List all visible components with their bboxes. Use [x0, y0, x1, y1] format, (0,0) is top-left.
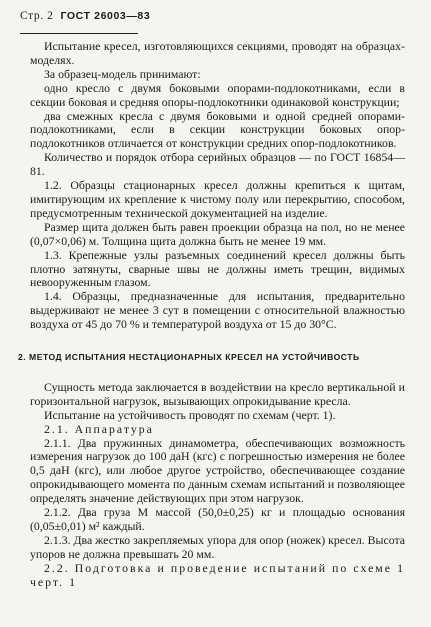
- section-heading: 2. МЕТОД ИСПЫТАНИЯ НЕСТАЦИОНАРНЫХ КРЕСЕЛ НА УСТОЙЧИВОСТЬ: [18, 352, 360, 363]
- paragraph: одно кресло с двумя боковыми опорами-подлокотниками, если в секции боковая и средняя опоры-подлокотники одинаковой конструкции;: [30, 80, 405, 109]
- subsection-title: 2.1. Аппаратура: [44, 421, 154, 436]
- paragraph: 2.1.3. Два жестко закрепляемых упора для опор (ножек) кресел. Высота упоров не должна превышать 20 мм.: [30, 532, 405, 561]
- gost-number: ГОСТ 26003—83: [60, 10, 151, 22]
- paragraph: 1.4. Образцы, предназначенные для испытания, предварительно выдерживают не менее 3 сут в помещении с относительной влажностью воздуха от 45 до 70 % и температурой воздуха от 15 до 30°С.: [30, 289, 405, 332]
- paragraph: 1.3. Крепежные узлы разъемных соединений кресел должны быть плотно затянуты, сварные швы не должны иметь трещин, видимых невооруженным глазом.: [30, 247, 405, 290]
- paragraph: 2.1.2. Два груза М массой (50,0±0,25) кг и площадью основания (0,05±0,01) м² каждый.: [30, 505, 405, 533]
- subsection-title: 2.2. Подготовка и проведение испытаний по схеме 1 черт. 1: [30, 560, 405, 589]
- paragraph: 2.1.1. Два пружинных динамометра, обеспечивающих возможность измерения нагрузок до 100 даН (кгс) с погрешностью измерения не более 0,5 даН (кгс), или любое другое устройство, обеспечивающее создание опрокидывающего момента по данным схемам испытаний и позволяющее определять значение действующих при этом нагрузок.: [30, 435, 405, 506]
- paragraph: Количество и порядок отбора серийных образцов — по ГОСТ 16854—81.: [30, 150, 405, 179]
- document-body: [18, 39, 405, 590]
- paragraph: 1.2. Образцы стационарных кресел должны крепиться к щитам, имитирующим их крепление к чистому полу или перекрытию, способом, предусмотренным технической документацией на изделие.: [30, 178, 405, 220]
- page-header: [20, 10, 150, 22]
- paragraph: два смежных кресла с двумя боковыми и одной средней опорами-подлокотниками, если в секции конструкции боковых опор-подлокотников отличается от конструкции средних опор-подлокотников.: [30, 108, 405, 151]
- page-number: Стр. 2: [20, 10, 54, 22]
- paragraph: Сущность метода заключается в воздействии на кресло вертикальной и горизонтальной нагрузок, вызывающих опрокидывание кресла.: [30, 379, 405, 408]
- paragraph: Размер щита должен быть равен проекции образца на пол, но не менее (0,07×0,06) м. Толщина щита должна быть не менее 19 мм.: [30, 219, 405, 248]
- paragraph: За образец-модель принимают:: [44, 66, 201, 81]
- header-rule: [20, 33, 138, 34]
- paragraph: Испытание кресел, изготовляющихся секциями, проводят на образцах-моделях.: [30, 39, 405, 67]
- paragraph: Испытание на устойчивость проводят по схемам (черт. 1).: [44, 407, 336, 422]
